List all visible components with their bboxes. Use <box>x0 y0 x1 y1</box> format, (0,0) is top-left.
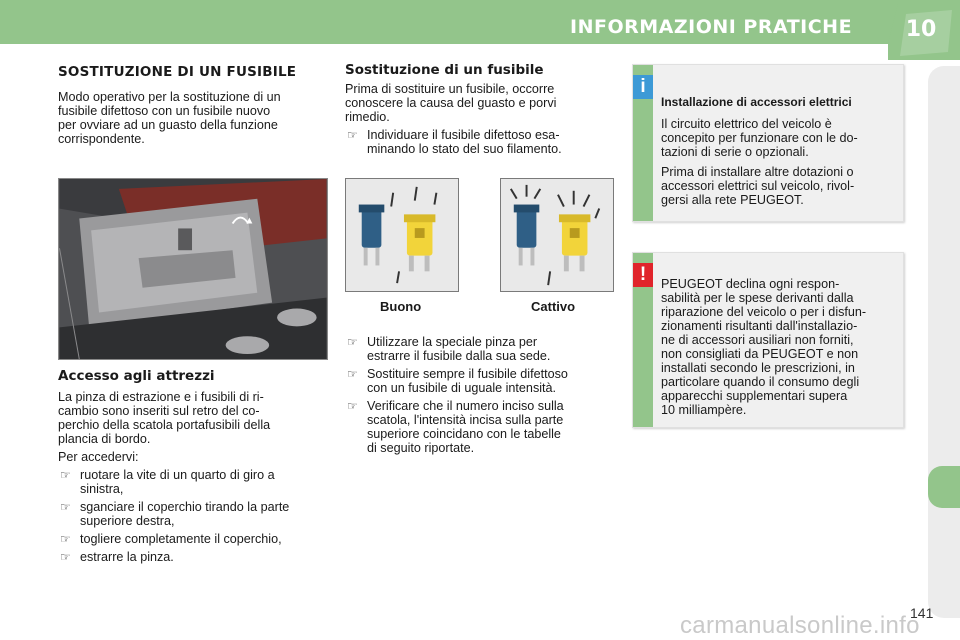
list-item <box>345 367 615 395</box>
text-line: 10 milliampère. <box>661 403 747 417</box>
page-title: INFORMAZIONI PRATICHE <box>570 16 853 38</box>
info-box-title: Installazione di accessori elettrici <box>661 95 852 109</box>
text-line: riparazione del veicolo o per i disfun- <box>661 305 867 319</box>
fuse-box-cover-photo <box>58 178 328 360</box>
watermark: carmanualsonline.info <box>680 612 920 639</box>
chapter-number: 10 <box>905 17 937 42</box>
text-line: gersi alla rete PEUGEOT. <box>661 193 804 207</box>
text-line: con un fusibile di uguale intensità. <box>367 381 557 395</box>
text-line: superiore coincidano con le tabelle <box>367 427 561 441</box>
section-heading: SOSTITUZIONE DI UN FUSIBILE <box>58 64 297 80</box>
info-box <box>632 64 904 222</box>
text-line: estrarre la pinza. <box>80 550 174 564</box>
pointing-hand-icon: ☞ <box>60 500 71 514</box>
text-line: perchio della scatola portafusibili della <box>58 418 271 432</box>
text-line: Prima di installare altre dotazioni o <box>661 165 854 179</box>
list-item <box>58 500 328 528</box>
text-line: conoscere la causa del guasto e porvi <box>345 96 557 110</box>
list-item <box>58 468 328 496</box>
list-item <box>58 550 328 564</box>
text-line: Sostituire sempre il fusibile difettoso <box>367 367 568 381</box>
pointing-hand-icon: ☞ <box>60 532 71 546</box>
text-line: sinistra, <box>80 482 124 496</box>
text-line: apparecchi supplementari supera <box>661 389 848 403</box>
pointing-hand-icon: ☞ <box>347 128 358 142</box>
text-line: corrispondente. <box>58 132 145 146</box>
text-line: accessori elettrici sul veicolo, rivol- <box>661 179 855 193</box>
text-line: superiore destra, <box>80 514 175 528</box>
text-line: plancia di bordo. <box>58 432 151 446</box>
pointing-hand-icon: ☞ <box>347 367 358 381</box>
text-line: Per accedervi: <box>58 450 139 464</box>
warning-text <box>661 277 897 417</box>
text-line: Modo operativo per la sostituzione di un <box>58 90 281 104</box>
text-line: particolare quando il consumo degli <box>661 375 860 389</box>
warning-box <box>632 252 904 428</box>
text-line: per ovviare ad un guasto della funzione <box>58 118 278 132</box>
list-item <box>345 128 615 156</box>
text-line: La pinza di estrazione e i fusibili di ri- <box>58 390 264 404</box>
access-heading: Accesso agli attrezzi <box>58 368 215 384</box>
text-line: installati secondo le prescrizioni, in <box>661 361 855 375</box>
fuse-good-label: Buono <box>380 299 422 314</box>
text-line: togliere completamente il coperchio, <box>80 532 282 546</box>
info-box-content <box>661 95 897 207</box>
text-line: Prima di sostituire un fusibile, occorre <box>345 82 555 96</box>
pointing-hand-icon: ☞ <box>60 550 71 564</box>
info-paragraph <box>661 117 897 159</box>
info-icon: i <box>633 75 653 99</box>
text-line: rimedio. <box>345 110 390 124</box>
text-line: Verificare che il numero inciso sulla <box>367 399 564 413</box>
pointing-hand-icon: ☞ <box>60 468 71 482</box>
text-line: estrarre il fusibile dalla sua sede. <box>367 349 551 363</box>
warning-icon: ! <box>633 263 653 287</box>
page-number: 141 <box>910 605 934 621</box>
fuse-good-illustration <box>345 178 459 292</box>
pointing-hand-icon: ☞ <box>347 335 358 349</box>
access-paragraph <box>58 390 328 564</box>
text-line: di seguito riportate. <box>367 441 475 455</box>
text-line: tazioni di serie o opzionali. <box>661 145 809 159</box>
replace-intro <box>345 82 615 156</box>
text-line: zionamenti risultanti dall'installazio- <box>661 319 858 333</box>
text-line: Individuare il fusibile difettoso esa- <box>367 128 560 142</box>
text-line: cambio sono inseriti sul retro del co- <box>58 404 260 418</box>
chapter-side-tab[interactable] <box>928 466 960 508</box>
text-line: concepito per funzionare con le do- <box>661 131 858 145</box>
list-item <box>345 335 615 363</box>
fuse-bad-label: Cattivo <box>531 299 576 314</box>
text-line: PEUGEOT declina ogni respon- <box>661 277 840 291</box>
text-line: ruotare la vite di un quarto di giro a <box>80 468 275 482</box>
replace-steps <box>345 331 615 455</box>
intro-paragraph <box>58 90 328 146</box>
text-line: non consigliati da PEUGEOT e non <box>661 347 859 361</box>
text-line: ne di accessori ausiliari non forniti, <box>661 333 854 347</box>
side-rail <box>928 66 960 618</box>
pointing-hand-icon: ☞ <box>347 399 358 413</box>
list-item <box>58 532 328 546</box>
text-line: fusibile difettoso con un fusibile nuovo <box>58 104 271 118</box>
text-line: Utilizzare la speciale pinza per <box>367 335 538 349</box>
text-line: sganciare il coperchio tirando la parte <box>80 500 290 514</box>
fuse-bad-illustration <box>500 178 614 292</box>
list-item <box>345 399 615 455</box>
text-line: sabilità per le spese derivanti dalla <box>661 291 854 305</box>
info-paragraph <box>661 165 897 207</box>
text-line: Il circuito elettrico del veicolo è <box>661 117 832 131</box>
text-line: scatola, l'intensità incisa sulla parte <box>367 413 564 427</box>
replace-heading: Sostituzione di un fusibile <box>345 62 544 78</box>
text-line: minando lo stato del suo filamento. <box>367 142 562 156</box>
